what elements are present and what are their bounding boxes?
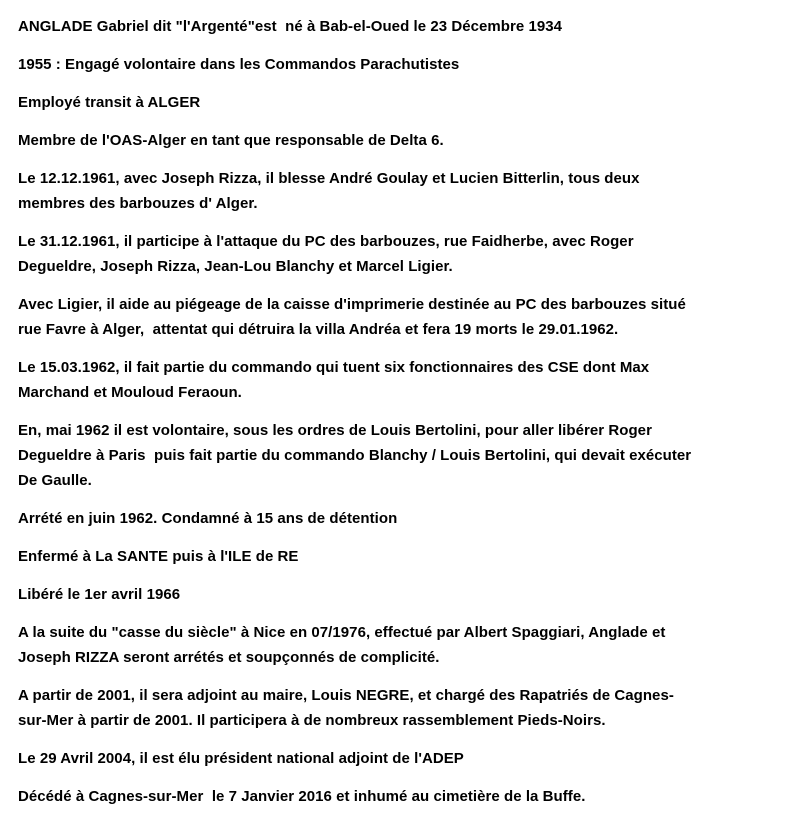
paragraph-1962-03-15: Le 15.03.1962, il fait partie du commando qui tuent six fonctionnaires des CSE dont Max Marchand et Mouloud Feraoun. (18, 359, 650, 401)
paragraph-employment: Employé transit à ALGER (18, 94, 201, 111)
paragraph-oas-membership: Membre de l'OAS-Alger en tant que responsable de Delta 6. (18, 132, 444, 149)
paragraph-death: Décédé à Cagnes-sur-Mer le 7 Janvier 2016 et inhumé au cimetière de la Buffe. (18, 788, 586, 805)
paragraph-imprisonment: Enfermé à La SANTE puis à l'ILE de RE (18, 548, 299, 565)
paragraph-deputy-mayor: A partir de 2001, il sera adjoint au maire, Louis NEGRE, et chargé des Rapatriés de Cagnes- sur-Mer à partir de 2001. Il participera à de nombreux rassemblement Pieds-Noirs. (18, 687, 674, 729)
paragraph-birth: ANGLADE Gabriel dit "l'Argenté"est né à Bab-el-Oued le 23 Décembre 1934 (18, 18, 563, 35)
paragraph-enlistment: 1955 : Engagé volontaire dans les Commandos Parachutistes (18, 56, 460, 73)
paragraph-release: Libéré le 1er avril 1966 (18, 586, 181, 603)
paragraph-arrest: Arrété en juin 1962. Condamné à 15 ans de détention (18, 510, 398, 527)
paragraph-ligier-attack: Avec Ligier, il aide au piégeage de la caisse d'imprimerie destinée au PC des barbouzes situé rue Favre à Alger, attentat qui détruira la villa Andréa et fera 19 morts le 29.01.1962. (18, 296, 686, 338)
paragraph-casse-du-siecle: A la suite du "casse du siècle" à Nice en 07/1976, effectué par Albert Spaggiari, Anglade et Joseph RIZZA seront arrétés et soupçonnés de complicité. (18, 624, 666, 666)
paragraph-1961-12-31: Le 31.12.1961, il participe à l'attaque du PC des barbouzes, rue Faidherbe, avec Roger Degueldre, Joseph Rizza, Jean-Lou Blanchy et Marcel Ligier. (18, 233, 634, 275)
paragraph-adep: Le 29 Avril 2004, il est élu président national adjoint de l'ADEP (18, 750, 464, 767)
paragraph-may-1962: En, mai 1962 il est volontaire, sous les ordres de Louis Bertolini, pour aller libérer Roger Degueldre à Paris puis fait partie du commando Blanchy / Louis Bertolini, qui devait exécuter De Gaulle. (18, 422, 692, 489)
biography-document (18, 14, 780, 822)
paragraph-1961-12-12: Le 12.12.1961, avec Joseph Rizza, il blesse André Goulay et Lucien Bitterlin, tous deux membres des barbouzes d' Alger. (18, 170, 640, 212)
